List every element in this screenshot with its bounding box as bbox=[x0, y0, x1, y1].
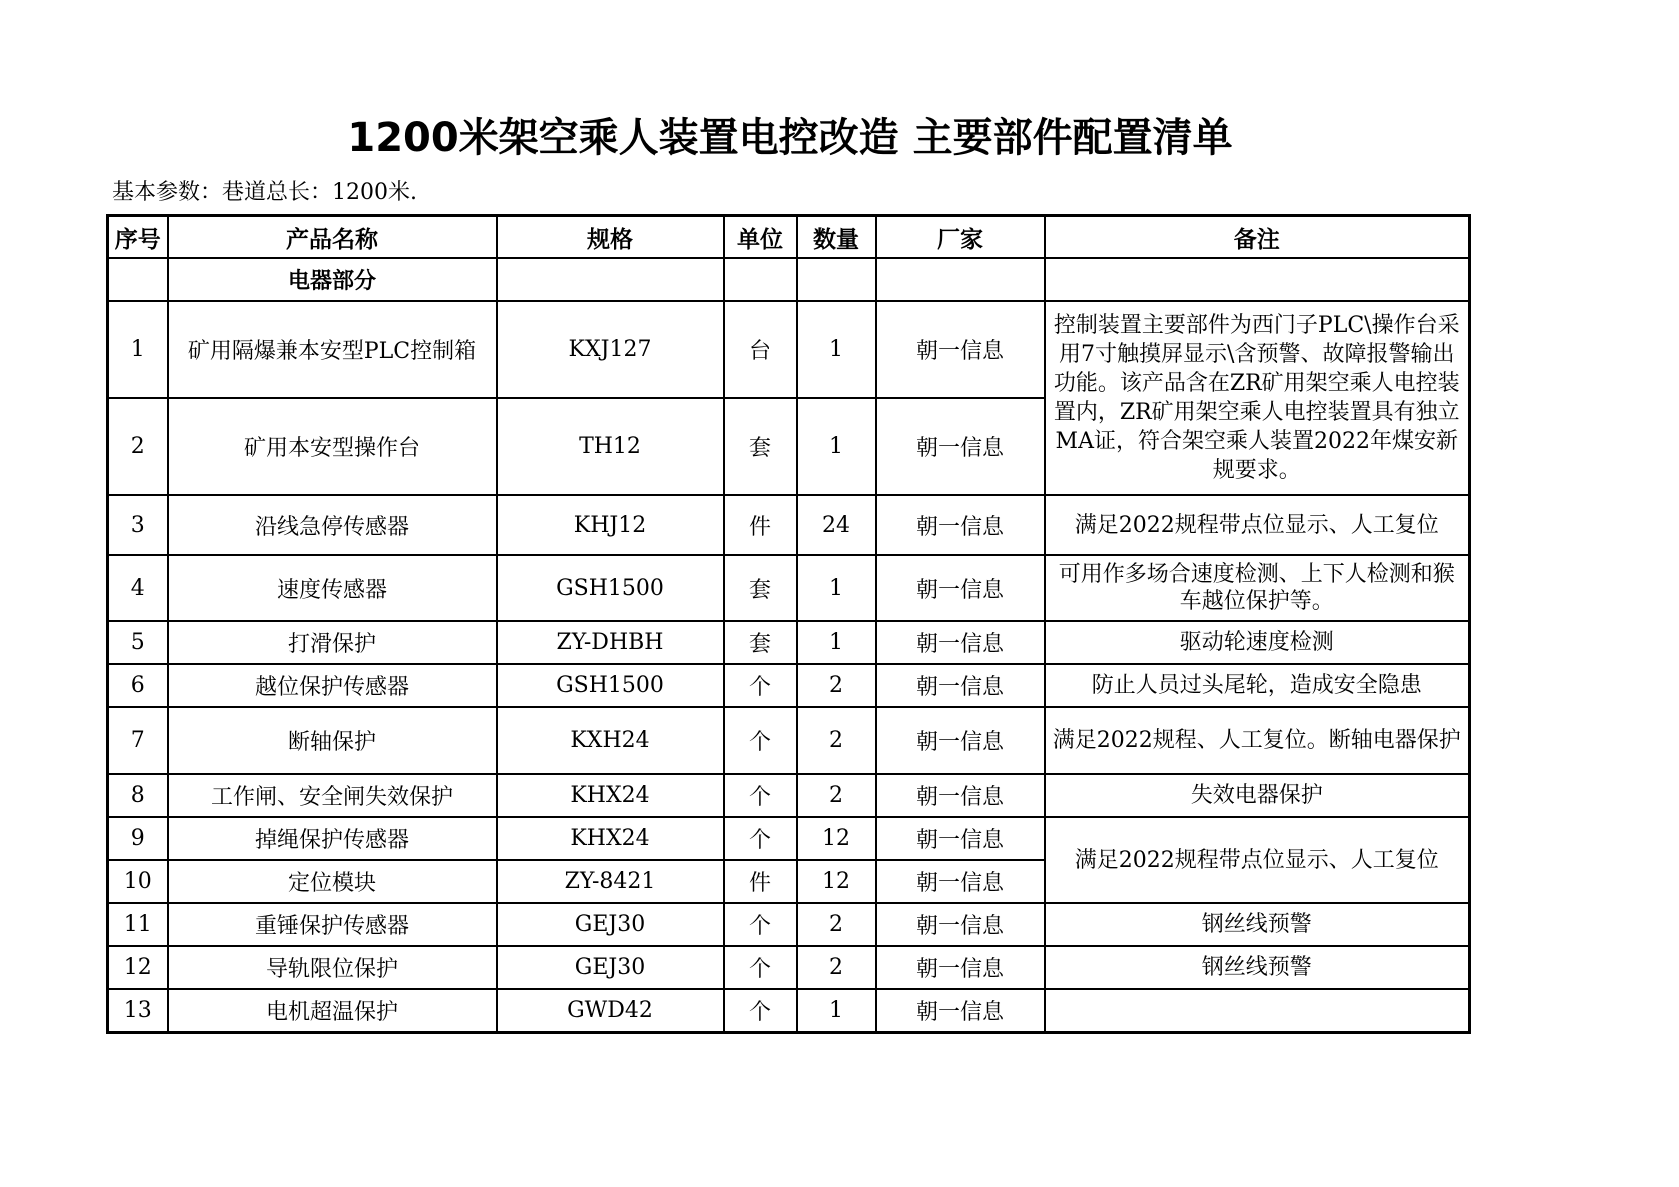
cell-note: 满足2022规程带点位显示、人工复位 bbox=[1045, 495, 1470, 555]
cell-name: 越位保护传感器 bbox=[168, 664, 497, 707]
cell-maker: 朝一信息 bbox=[876, 860, 1045, 903]
cell-name: 打滑保护 bbox=[168, 621, 497, 664]
cell-note: 可用作多场合速度检测、上下人检测和猴车越位保护等。 bbox=[1045, 555, 1470, 621]
cell-maker: 朝一信息 bbox=[876, 664, 1045, 707]
cell-spec: ZY-8421 bbox=[497, 860, 724, 903]
table-row bbox=[108, 495, 1470, 555]
cell-name: 矿用隔爆兼本安型PLC控制箱 bbox=[168, 301, 497, 398]
cell-qty: 2 bbox=[797, 707, 876, 774]
cell-name: 电机超温保护 bbox=[168, 989, 497, 1032]
cell-no: 5 bbox=[108, 621, 168, 664]
cell-spec: KHX24 bbox=[497, 774, 724, 817]
cell-maker: 朝一信息 bbox=[876, 989, 1045, 1032]
cell-spec: TH12 bbox=[497, 398, 724, 495]
cell-maker: 朝一信息 bbox=[876, 621, 1045, 664]
cell-name: 沿线急停传感器 bbox=[168, 495, 497, 555]
cell-note: 钢丝线预警 bbox=[1045, 903, 1470, 946]
cell-maker: 朝一信息 bbox=[876, 707, 1045, 774]
cell-unit: 台 bbox=[724, 301, 797, 398]
cell-spec: KXH24 bbox=[497, 707, 724, 774]
cell-unit: 个 bbox=[724, 774, 797, 817]
cell-qty: 2 bbox=[797, 946, 876, 989]
cell-name: 重锤保护传感器 bbox=[168, 903, 497, 946]
parts-table bbox=[106, 214, 1471, 1034]
cell-note: 驱动轮速度检测 bbox=[1045, 621, 1470, 664]
cell-unit: 件 bbox=[724, 495, 797, 555]
cell-note: 钢丝线预警 bbox=[1045, 946, 1470, 989]
cell-unit: 套 bbox=[724, 621, 797, 664]
table-row bbox=[108, 817, 1470, 860]
cell-qty: 1 bbox=[797, 555, 876, 621]
cell-maker: 朝一信息 bbox=[876, 301, 1045, 398]
header-maker: 厂家 bbox=[876, 216, 1045, 259]
cell-unit: 个 bbox=[724, 707, 797, 774]
header-row bbox=[108, 216, 1470, 259]
table-row bbox=[108, 946, 1470, 989]
cell-no: 4 bbox=[108, 555, 168, 621]
cell-name: 断轴保护 bbox=[168, 707, 497, 774]
header-qty: 数量 bbox=[797, 216, 876, 259]
cell-qty: 2 bbox=[797, 664, 876, 707]
cell-maker: 朝一信息 bbox=[876, 398, 1045, 495]
cell-note: 满足2022规程带点位显示、人工复位 bbox=[1045, 817, 1470, 903]
cell-no: 1 bbox=[108, 301, 168, 398]
cell-spec: GSH1500 bbox=[497, 664, 724, 707]
cell-unit: 个 bbox=[724, 903, 797, 946]
cell-qty: 1 bbox=[797, 301, 876, 398]
cell-note: 控制装置主要部件为西门子PLC\操作台采用7寸触摸屏显示\含预警、故障报警输出功能。该产品含在ZR矿用架空乘人电控装置内，ZR矿用架空乘人电控装置具有独立MA证，符合架空乘人装置2022年煤安新规要求。 bbox=[1045, 301, 1470, 495]
header-unit: 单位 bbox=[724, 216, 797, 259]
cell-unit: 个 bbox=[724, 664, 797, 707]
cell-name: 掉绳保护传感器 bbox=[168, 817, 497, 860]
cell-spec: KXJ127 bbox=[497, 301, 724, 398]
cell-maker: 朝一信息 bbox=[876, 555, 1045, 621]
cell-name: 导轨限位保护 bbox=[168, 946, 497, 989]
cell-maker: 朝一信息 bbox=[876, 903, 1045, 946]
cell-name: 工作闸、安全闸失效保护 bbox=[168, 774, 497, 817]
cell-name: 矿用本安型操作台 bbox=[168, 398, 497, 495]
cell-maker: 朝一信息 bbox=[876, 774, 1045, 817]
document-title: 1200米架空乘人装置电控改造 主要部件配置清单 bbox=[347, 115, 1233, 161]
header-name: 产品名称 bbox=[168, 216, 497, 259]
cell-unit: 个 bbox=[724, 989, 797, 1032]
cell-no: 11 bbox=[108, 903, 168, 946]
cell-qty: 24 bbox=[797, 495, 876, 555]
cell-no: 9 bbox=[108, 817, 168, 860]
cell-maker: 朝一信息 bbox=[876, 817, 1045, 860]
cell-unit: 个 bbox=[724, 817, 797, 860]
cell-qty: 12 bbox=[797, 860, 876, 903]
header-spec: 规格 bbox=[497, 216, 724, 259]
table-row bbox=[108, 989, 1470, 1032]
table-row bbox=[108, 903, 1470, 946]
basic-parameters: 基本参数：巷道总长：1200米. bbox=[112, 180, 417, 205]
cell-qty: 1 bbox=[797, 398, 876, 495]
cell-no: 13 bbox=[108, 989, 168, 1032]
cell-name: 速度传感器 bbox=[168, 555, 497, 621]
section-row bbox=[108, 258, 1470, 301]
cell-spec: ZY-DHBH bbox=[497, 621, 724, 664]
cell-no: 12 bbox=[108, 946, 168, 989]
cell-unit: 件 bbox=[724, 860, 797, 903]
cell-no: 6 bbox=[108, 664, 168, 707]
section-title: 电器部分 bbox=[168, 258, 497, 301]
cell-no: 7 bbox=[108, 707, 168, 774]
table-row bbox=[108, 301, 1470, 398]
cell-unit: 个 bbox=[724, 946, 797, 989]
cell-no: 2 bbox=[108, 398, 168, 495]
cell-unit: 套 bbox=[724, 555, 797, 621]
cell-spec: GWD42 bbox=[497, 989, 724, 1032]
cell-qty: 2 bbox=[797, 903, 876, 946]
cell-no: 8 bbox=[108, 774, 168, 817]
cell-maker: 朝一信息 bbox=[876, 946, 1045, 989]
cell-no: 3 bbox=[108, 495, 168, 555]
cell-qty: 1 bbox=[797, 989, 876, 1032]
cell-qty: 12 bbox=[797, 817, 876, 860]
cell-spec: KHX24 bbox=[497, 817, 724, 860]
cell-spec: GEJ30 bbox=[497, 946, 724, 989]
cell-note bbox=[1045, 989, 1470, 1032]
cell-no: 10 bbox=[108, 860, 168, 903]
cell-spec: KHJ12 bbox=[497, 495, 724, 555]
cell-maker: 朝一信息 bbox=[876, 495, 1045, 555]
table-row bbox=[108, 774, 1470, 817]
table-row bbox=[108, 621, 1470, 664]
cell-unit: 套 bbox=[724, 398, 797, 495]
table-row bbox=[108, 707, 1470, 774]
cell-spec: GSH1500 bbox=[497, 555, 724, 621]
cell-spec: GEJ30 bbox=[497, 903, 724, 946]
header-no: 序号 bbox=[108, 216, 168, 259]
cell-qty: 2 bbox=[797, 774, 876, 817]
cell-note: 防止人员过头尾轮，造成安全隐患 bbox=[1045, 664, 1470, 707]
cell-name: 定位模块 bbox=[168, 860, 497, 903]
table-row bbox=[108, 664, 1470, 707]
cell-note: 失效电器保护 bbox=[1045, 774, 1470, 817]
header-note: 备注 bbox=[1045, 216, 1470, 259]
cell-qty: 1 bbox=[797, 621, 876, 664]
table-row bbox=[108, 555, 1470, 621]
cell-note: 满足2022规程、人工复位。断轴电器保护 bbox=[1045, 707, 1470, 774]
